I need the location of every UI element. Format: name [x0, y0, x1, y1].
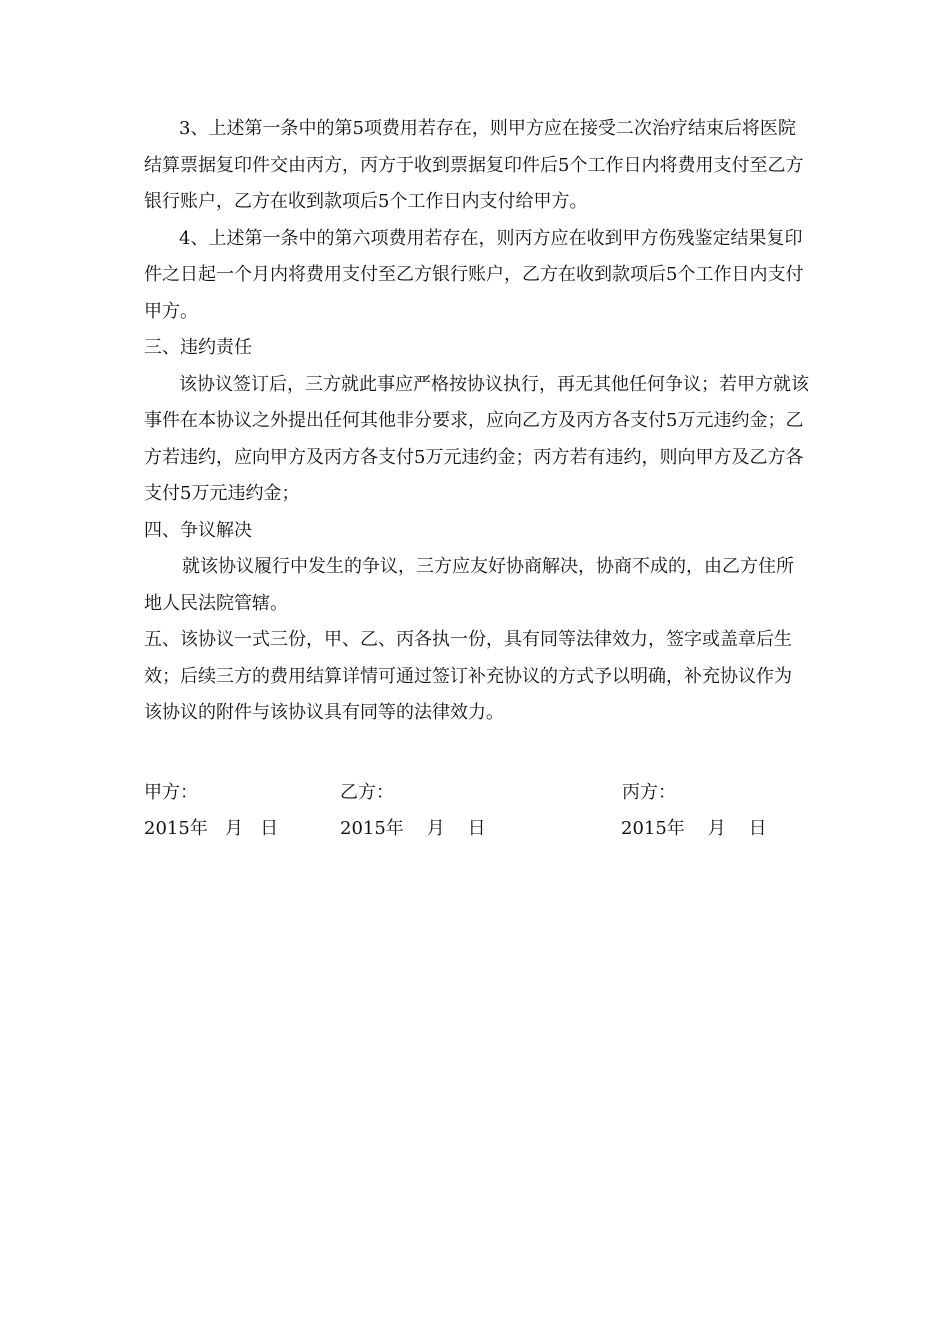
section-5-body: 五、该协议一式三份，甲、乙、丙各执一份，具有同等法律效力，签字或盖章后生效；后续三方的费用结算详情可通过签订补充协议的方式予以明确，补充协议作为该协议的附件与该协议具有同等的法律效力。 [144, 629, 792, 723]
party-c-date: 2015年 月 日 [621, 818, 767, 839]
party-c-signature-label: 丙方： [622, 782, 676, 803]
section-4-body: 就该协议履行中发生的争议，三方应友好协商解决，协商不成的，由乙方住所地人民法院管辖。 [144, 556, 794, 614]
party-b-date: 2015年 月 日 [340, 818, 486, 839]
party-b-signature-label: 乙方： [340, 782, 394, 803]
section-3-heading: 三、违约责任 [144, 337, 252, 358]
clause-4: 4、上述第一条中的第六项费用若存在，则丙方应在收到甲方伤残鉴定结果复印件之日起一个月内将费用支付至乙方银行账户，乙方在收到款项后5个工作日内支付甲方。 [144, 227, 804, 322]
section-3-body: 该协议签订后，三方就此事应严格按协议执行，再无其他任何争议；若甲方就该事件在本协议之外提出任何其他非分要求，应向乙方及丙方各支付5万元违约金；乙方若违约，应向甲方及丙方各支付5万元违约金；丙方若有违约，则向甲方及乙方各支付5万元违约金； [144, 373, 809, 504]
agreement-body [144, 111, 809, 732]
section-4-heading: 四、争议解决 [144, 519, 252, 541]
clause-3: 3、上述第一条中的第5项费用若存在，则甲方应在接受二次治疗结束后将医院结算票据复印件交由丙方，丙方于收到票据复印件后5个工作日内将费用支付至乙方银行账户，乙方在收到款项后5个工作日内支付给甲方。 [144, 118, 804, 212]
party-a-signature-label: 甲方： [144, 782, 198, 803]
party-a-date: 2015年 月 日 [144, 818, 279, 839]
